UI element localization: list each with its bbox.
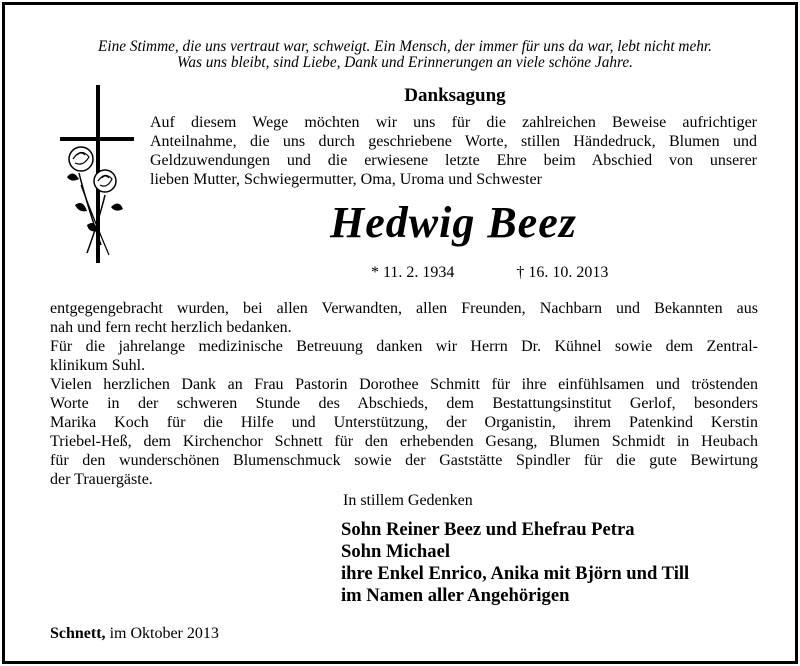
intro-paragraph	[150, 113, 757, 189]
body-line: nah und fern recht herzlich bedanken.	[50, 319, 292, 336]
body-line: klinikum Suhl.	[50, 357, 146, 374]
intro-line: Anteilnahme, die uns durch geschriebene Worte, stillen Händedruck, Blumen und	[150, 133, 757, 150]
body-line: entgegengebracht wurden, bei allen Verwandten, allen Freunden, Nachbarn und Bekannten aus	[50, 300, 758, 317]
body-line: Vielen herzlichen Dank an Frau Pastorin Dorothee Schmitt für ihre einfühlsamen und tröstenden	[50, 376, 758, 393]
intro-line: Geldzuwendungen und die erwiesene letzte Ehre beim Abschied von unserer	[150, 152, 757, 169]
memoriam-label: In stillem Gedenken	[343, 492, 473, 509]
signers-list	[341, 519, 689, 607]
body-line: Marika Koch für die Hilfe und Unterstützung, der Organistin, ihrem Patenkind Kerstin	[50, 414, 758, 431]
quote-line-2: Was uns bleibt, sind Liebe, Dank und Erinnerungen an viele schöne Jahre.	[176, 54, 633, 71]
signer-line: im Namen aller Angehörigen	[341, 585, 570, 606]
memorial-quote	[5, 39, 800, 71]
body-line: Triebel-Heß, dem Kirchenchor Schnett für den erhebenden Gesang, Blumen Schmidt in Heubach	[50, 433, 758, 450]
place-name: Schnett,	[50, 625, 106, 642]
body-line: für den wunderschönen Blumenschmuck sowie der Gaststätte Spindler für die gute Bewirtung	[50, 452, 758, 469]
intro-line: Auf diesem Wege möchten wir uns für die zahlreichen Beweise aufrichtiger	[150, 114, 757, 131]
signer-line: Sohn Michael	[341, 541, 450, 562]
death-date: † 16. 10. 2013	[516, 264, 609, 281]
cross-with-roses-icon	[57, 85, 137, 265]
life-dates	[371, 264, 608, 282]
body-line: Für die jahrelange medizinische Betreuung danken wir Herrn Dr. Kühnel sowie dem Zentral-	[50, 338, 758, 355]
page-title: Danksagung	[404, 85, 506, 106]
quote-line-1: Eine Stimme, die uns vertraut war, schweigt. Ein Mensch, der immer für uns da war, lebt nicht mehr.	[98, 38, 712, 55]
obituary-notice	[2, 2, 798, 664]
body-line: Worte in der schweren Stunde des Abschieds, dem Bestattungsinstitut Gerlof, besonders	[50, 395, 758, 412]
signer-line: ihre Enkel Enrico, Anika mit Björn und Till	[341, 563, 690, 584]
body-line: der Trauergäste.	[50, 471, 153, 488]
signer-line: Sohn Reiner Beez und Ehefrau Petra	[341, 519, 635, 540]
deceased-name: Hedwig Beez	[330, 198, 577, 247]
birth-date: * 11. 2. 1934	[371, 264, 455, 281]
intro-line: lieben Mutter, Schwiegermutter, Oma, Uroma und Schwester	[150, 171, 542, 188]
thanks-paragraph	[50, 299, 758, 489]
place-date	[50, 625, 219, 643]
notice-date: im Oktober 2013	[109, 625, 219, 642]
